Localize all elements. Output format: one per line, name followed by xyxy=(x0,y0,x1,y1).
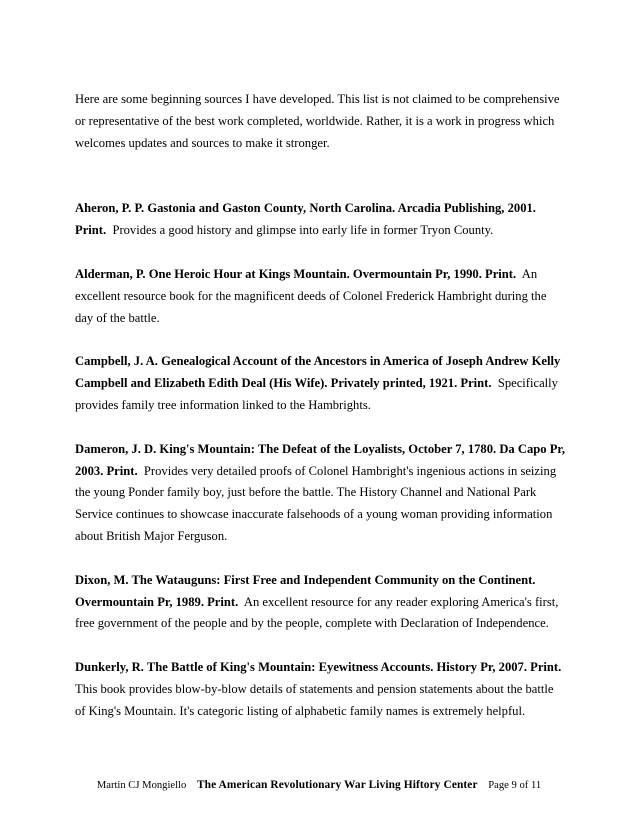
annotation: An excellent resource for any reader exploring America's first, free government of the people and by the people, complete with Declaration of Independence. xyxy=(75,594,559,631)
bibliography-entry xyxy=(75,570,565,635)
bibliography-entry xyxy=(75,657,565,722)
annotation: Provides a good history and glimpse into early life in former Tryon County. xyxy=(112,223,494,238)
footer-page-number: Page 9 of 11 xyxy=(488,780,542,791)
citation: Dunkerly, R. The Battle of King's Mountain: Eyewitness Accounts. History Pr, 2007. Print. xyxy=(75,660,562,675)
document-body xyxy=(75,89,565,745)
footer-center-name: The American Revolutionary War Living Hiftory Center xyxy=(196,779,478,791)
annotation: This book provides blow-by-blow details of statements and pension statements about the battle of King's Mountain. It's categoric listing of alphabetic family names is extremely helpful. xyxy=(75,681,554,718)
page-footer xyxy=(0,778,638,793)
citation: Alderman, P. One Heroic Hour at Kings Mountain. Overmountain Pr, 1990. Print. xyxy=(75,266,517,281)
citation: Campbell, J. A. Genealogical Account of the Ancestors in America of Joseph Andrew Kelly Campbell and Elizabeth Edith Deal (His Wife). Privately printed, 1921. Print. xyxy=(75,354,561,391)
annotation: Specifically provides family tree information linked to the Hambrights. xyxy=(75,376,558,412)
citation: Dameron, J. D. King's Mountain: The Defeat of the Loyalists, October 7, 1780. Da Capo Pr, 2003. Print. xyxy=(75,441,565,478)
bibliography-entry xyxy=(75,198,565,242)
annotation: Provides very detailed proofs of Colonel Hambright's ingenious actions in seizing the young Ponder family boy, just before the battle. The History Channel and National Park Service continues to showcase inaccurate falsehoods of a young woman providing information about British Major Ferguson. xyxy=(75,463,557,543)
bibliography-entry xyxy=(75,439,565,548)
bibliography-entry xyxy=(75,351,565,416)
bibliography-entry xyxy=(75,264,565,329)
citation: Aheron, P. P. Gastonia and Gaston County, North Carolina. Arcadia Publishing, 2001. Print. xyxy=(75,201,536,238)
footer-author: Martin CJ Mongiello xyxy=(96,780,187,791)
citation: Dixon, M. The Watauguns: First Free and Independent Community on the Continent. Overmountain Pr, 1989. Print. xyxy=(75,572,536,609)
intro-paragraph: Here are some beginning sources I have developed. This list is not claimed to be comprehensive or representative of the best work completed, worldwide. Rather, it is a work in progress which welcomes updates and sources to make it stronger. xyxy=(75,92,560,150)
annotation: An excellent resource book for the magnificent deeds of Colonel Frederick Hambright during the day of the battle. xyxy=(75,266,547,325)
